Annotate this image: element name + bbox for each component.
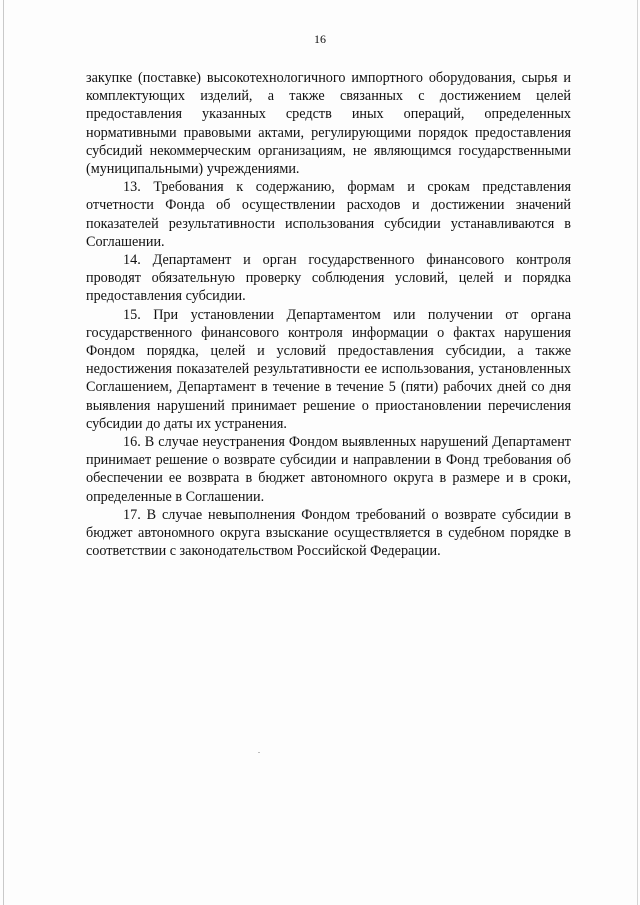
- paragraph-17: 17. В случае невыполнения Фондом требований о возврате субсидии в бюджет автономного округа взыскание осуществляется в судебном порядке в соответствии с законодательством Российской Федерации.: [86, 506, 571, 560]
- body-text: [86, 69, 571, 560]
- scan-speck: [258, 752, 260, 753]
- paragraph-13: 13. Требования к содержанию, формам и срокам представления отчетности Фонда об осуществлении расходов и достижении значений показателей результативности использования субсидии устанавливаются в Соглашении.: [86, 179, 571, 250]
- paragraph-continuation: закупке (поставке) высокотехнологичного импортного оборудования, сырья и комплектующих изделий, а также связанных с достижением целей предоставления указанных средств иных операций, определенных нормативными правовыми актами, регулирующими порядок предоставления субсидий некоммерческим организациям, не являющимся государственными (муниципальными) учреждениями.: [86, 70, 571, 178]
- paragraph-15: 15. При установлении Департаментом или получении от органа государственного финансового контроля информации о фактах нарушения Фондом порядка, целей и условий предоставления субсидии, а также недостижения показателей результативности ее использования, установленных Соглашением, Департамент в течение в течение 5 (пяти) рабочих дней со дня выявления нарушений принимает решение о приостановлении перечисления субсидии до даты их устранения.: [86, 306, 571, 432]
- paragraph-14: 14. Департамент и орган государственного финансового контроля проводят обязательную проверку соблюдения условий, целей и порядка предоставления субсидии.: [86, 252, 571, 305]
- paragraph-16: 16. В случае неустранения Фондом выявленных нарушений Департамент принимает решение о возврате субсидии и направлении в Фонд требования об обеспечении ее возврата в бюджет автономного округа в размере и в сроки, определенные в Соглашении.: [86, 434, 571, 505]
- scan-edge-left: [3, 0, 4, 905]
- scan-edge-right: [637, 0, 638, 905]
- page-number: 16: [314, 32, 326, 46]
